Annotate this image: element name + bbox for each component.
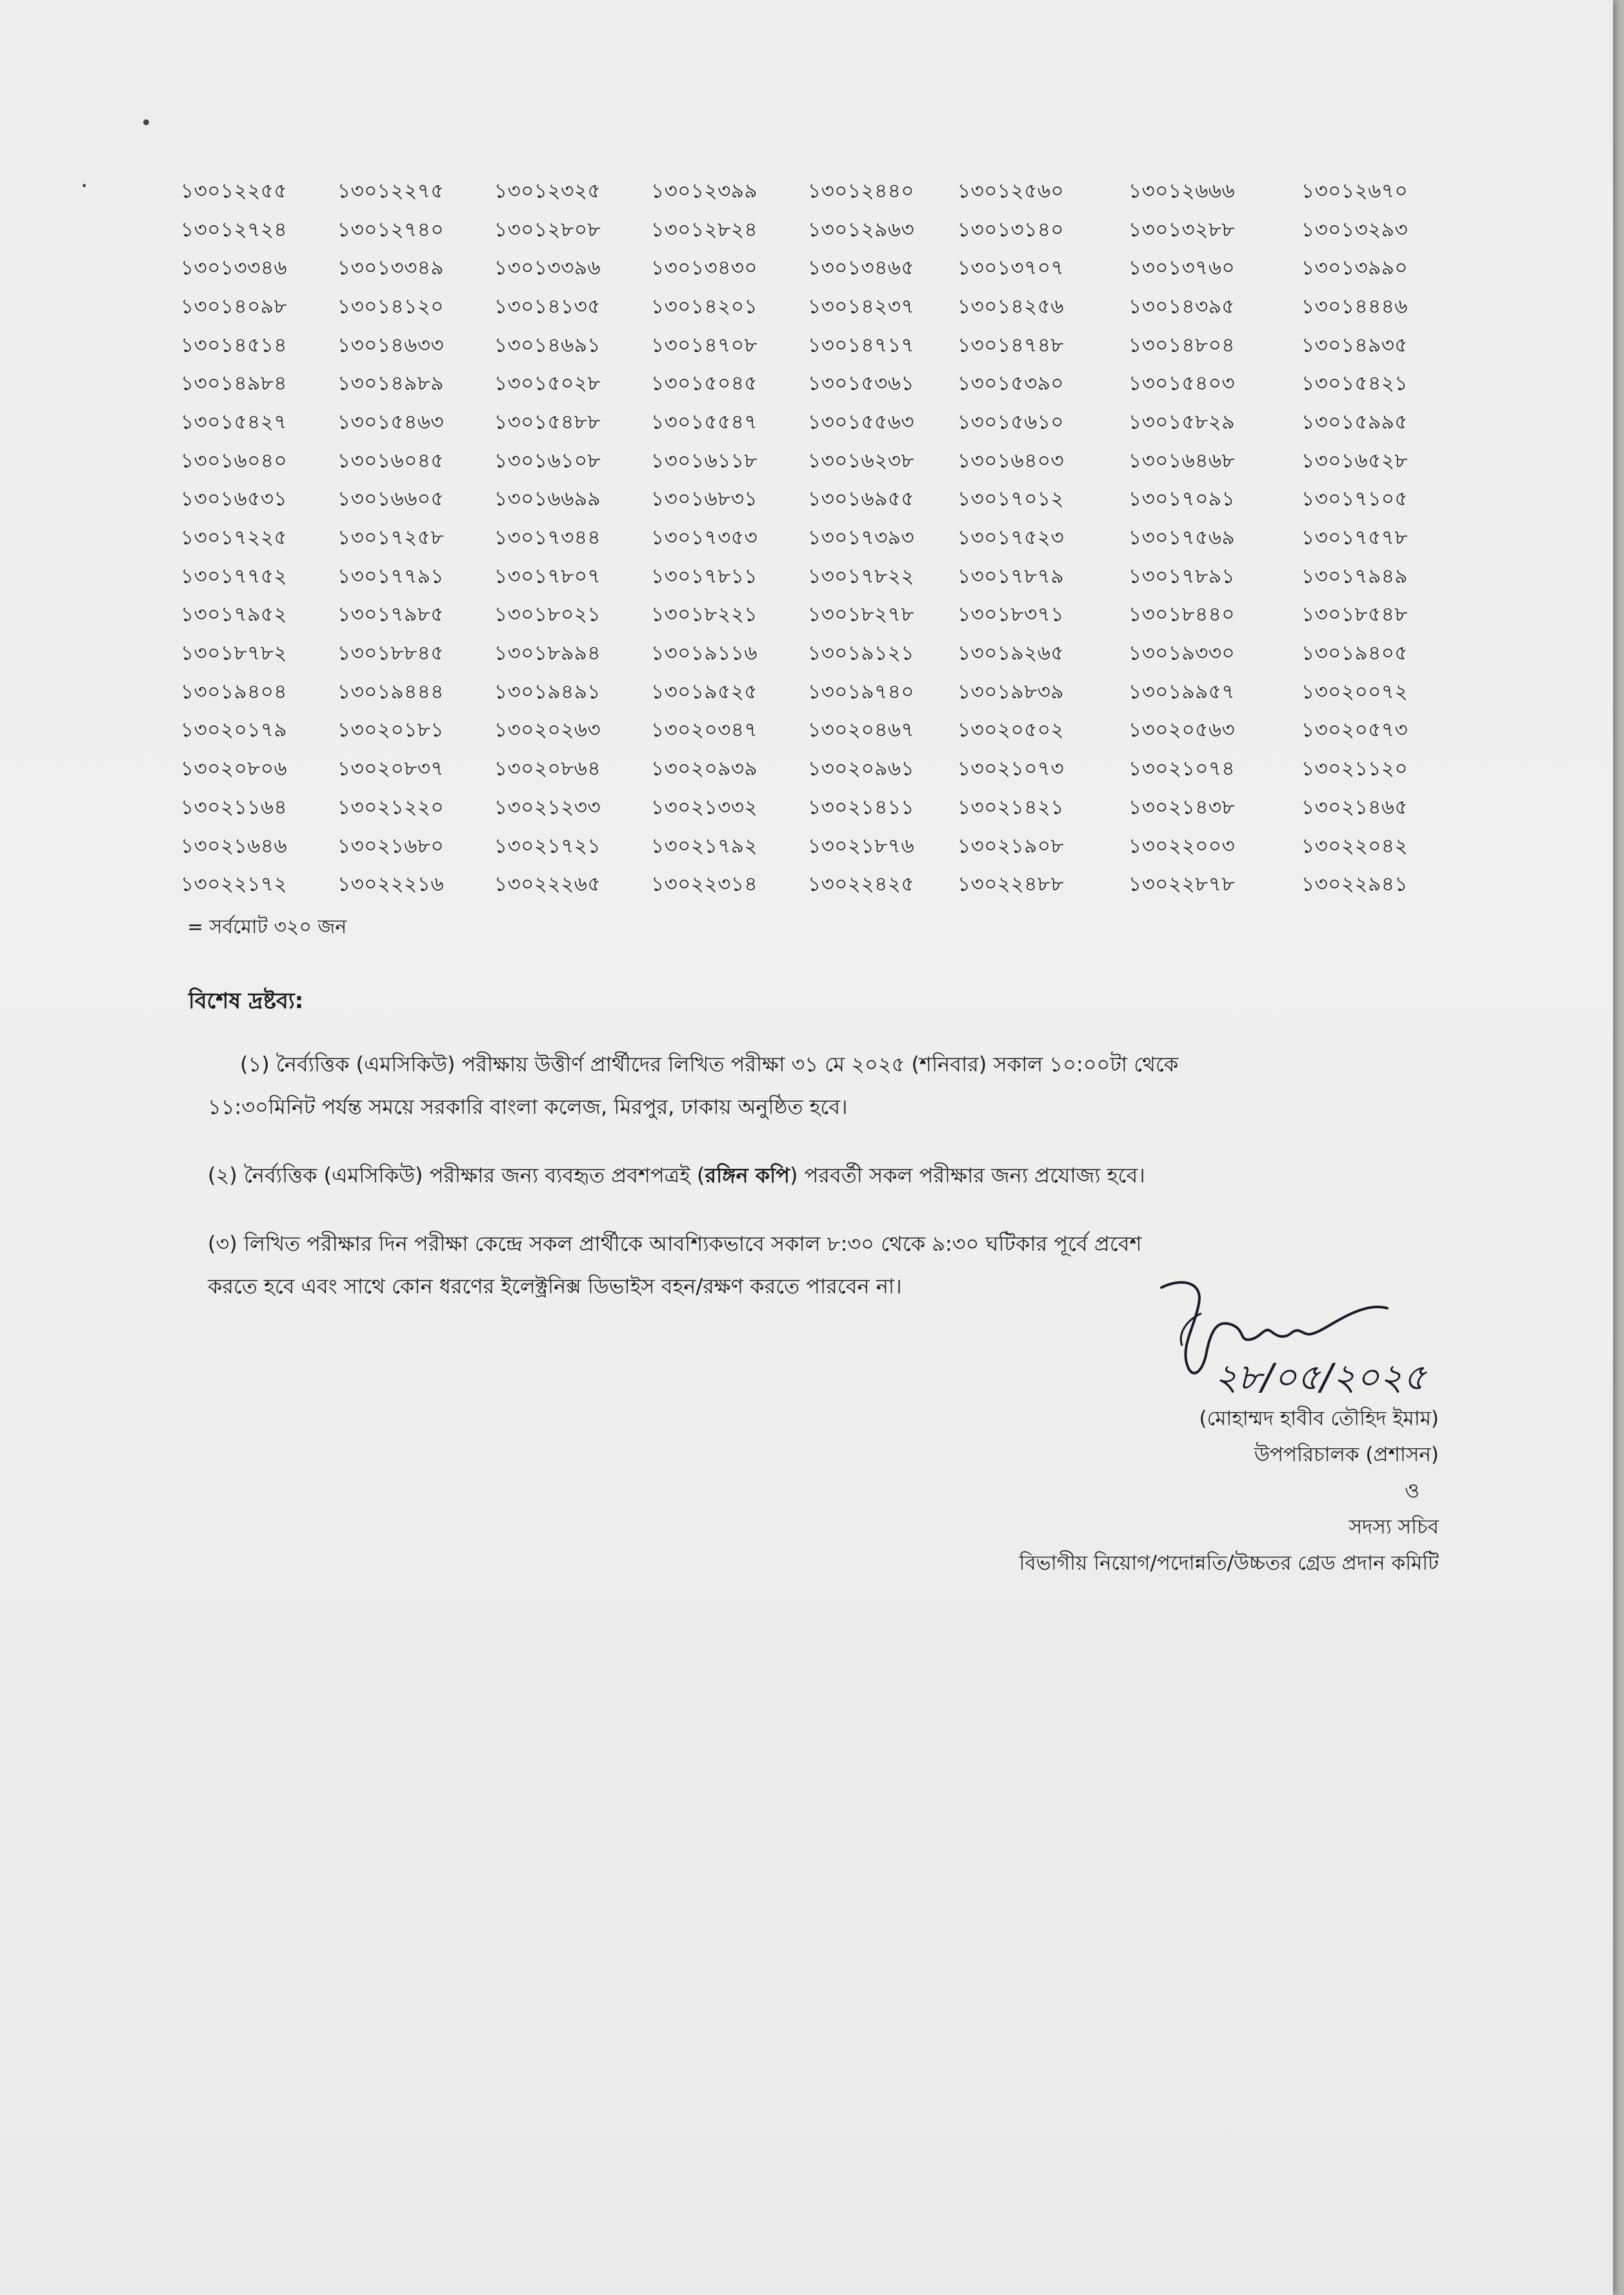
roll-number: ১৩০১৭১০৫ bbox=[1301, 487, 1408, 511]
note-line: (১) নৈর্ব্যত্তিক (এমসিকিউ) পরীক্ষায় উত্তীর্ণ প্রার্থীদের লিখিত পরীক্ষা ৩১ মে ২০২৫ (শনিবার) সকাল ১০:০০টা থেকে bbox=[240, 1052, 1179, 1077]
note-item bbox=[188, 1154, 1453, 1197]
roll-number: ১৩০২১৮৭৬ bbox=[808, 834, 915, 858]
roll-number: ১৩০১৬০৪০ bbox=[181, 449, 288, 472]
roll-number: ১৩০১৮৯৯৪ bbox=[494, 642, 601, 665]
roll-number: ১৩০১৫০২৮ bbox=[494, 372, 601, 396]
roll-number: ১৩০১৯১১৬ bbox=[651, 642, 758, 665]
table-row bbox=[181, 674, 1471, 713]
signatory-designation: উপপরিচালক (প্রশাসন) bbox=[1254, 1443, 1439, 1466]
roll-number: ১৩০২২৪২৫ bbox=[808, 873, 915, 896]
roll-number: ১৩০১৫৫৪৭ bbox=[651, 410, 758, 434]
note-emphasis: রঙ্গিন কপি bbox=[705, 1163, 790, 1188]
roll-number: ১৩০১৮২৭৮ bbox=[808, 603, 915, 627]
roll-number: ১৩০১৬০৪৫ bbox=[337, 449, 445, 472]
roll-number: ১৩০১৯৪০৫ bbox=[1301, 642, 1408, 665]
roll-number: ১৩০২১১২০ bbox=[1301, 757, 1408, 781]
roll-number: ১৩০২১০৭৪ bbox=[1128, 757, 1236, 781]
roll-number: ১৩০১৭০১২ bbox=[957, 487, 1065, 511]
signatory-role: সদস্য সচিব bbox=[1348, 1515, 1439, 1539]
roll-number: ১৩০১৫৮২৯ bbox=[1128, 410, 1236, 434]
roll-number: ১৩০২১২২০ bbox=[337, 795, 445, 819]
roll-number-table bbox=[181, 173, 1471, 905]
roll-number: ১৩০২১৯০৮ bbox=[957, 834, 1065, 858]
roll-number: ১৩০২১৪১১ bbox=[808, 795, 915, 819]
table-row bbox=[181, 866, 1471, 905]
table-row bbox=[181, 828, 1471, 867]
roll-number: ১৩০১৬৫৩১ bbox=[181, 487, 288, 511]
note-item bbox=[188, 1043, 1453, 1128]
roll-number: ১৩০২১৬৪৬ bbox=[181, 834, 288, 858]
roll-number: ১৩০২০৫৬৩ bbox=[1128, 718, 1236, 742]
roll-number: ১৩০১৪৬৩৩ bbox=[337, 333, 445, 357]
table-row bbox=[181, 173, 1471, 212]
roll-number: ১৩০২০২৬৩ bbox=[494, 718, 601, 742]
roll-number: ১৩০১৬৮৩১ bbox=[651, 487, 758, 511]
roll-number: ১৩০১৫৪০৩ bbox=[1128, 372, 1236, 396]
roll-number: ১৩০১৪৭০৮ bbox=[651, 333, 758, 357]
roll-number: ১৩০১৭২৫৮ bbox=[337, 526, 445, 550]
roll-number: ১৩০১৯৪০৪ bbox=[181, 680, 288, 703]
roll-number: ১৩০১৫৬১০ bbox=[957, 410, 1065, 434]
table-row bbox=[181, 481, 1471, 520]
roll-number: ১৩০১৬১১৮ bbox=[651, 449, 758, 472]
table-row bbox=[181, 751, 1471, 789]
roll-number: ১৩০১৫৪২১ bbox=[1301, 372, 1408, 396]
roll-number: ১৩০১৯৮৩৯ bbox=[957, 680, 1065, 703]
roll-number: ১৩০১৭৯৪৯ bbox=[1301, 564, 1408, 588]
table-row bbox=[181, 365, 1471, 404]
total-count: = সর্বমোট ৩২০ জন bbox=[187, 916, 347, 938]
roll-number: ১৩০২২৯৪১ bbox=[1301, 873, 1408, 896]
committee-name: বিভাগীয় নিয়োগ/পদোন্নতি/উচ্চতর গ্রেড প্রদান কমিটি bbox=[1019, 1552, 1439, 1575]
roll-number: ১৩০১৯১২১ bbox=[808, 642, 915, 665]
roll-number: ১৩০১৪২৩৭ bbox=[808, 294, 915, 318]
roll-number: ১৩০২০০৭২ bbox=[1301, 680, 1408, 703]
roll-number: ১৩০১৫৪২৭ bbox=[181, 410, 288, 434]
roll-number: ১৩০১৩৩৪৬ bbox=[181, 256, 288, 280]
roll-number: ১৩০১২২৭৫ bbox=[337, 179, 445, 203]
roll-number: ১৩০১৫৩৬১ bbox=[808, 372, 915, 396]
roll-number: ১৩০১৯৯৫৭ bbox=[1128, 680, 1236, 703]
roll-number: ১৩০১৬৯৫৫ bbox=[808, 487, 915, 511]
roll-number: ১৩০১৩৩৯৬ bbox=[494, 256, 601, 280]
roll-number: ১৩০১৫৪৬৩ bbox=[337, 410, 445, 434]
roll-number: ১৩০১৬৪০৩ bbox=[957, 449, 1065, 472]
note-text: ) পরবর্তী সকল পরীক্ষার জন্য প্রযোজ্য হবে। bbox=[790, 1163, 1145, 1188]
roll-number: ১৩০২১০৭৩ bbox=[957, 757, 1065, 781]
roll-number: ১৩০২০৮৬৪ bbox=[494, 757, 601, 781]
roll-number: ১৩০২০৫০২ bbox=[957, 718, 1065, 742]
roll-number: ১৩০১৪৭৪৮ bbox=[957, 333, 1065, 357]
notes-title: বিশেষ দ্রষ্টব্য: bbox=[188, 988, 304, 1014]
roll-number: ১৩০১৪৫১৪ bbox=[181, 333, 288, 357]
note-line: ১১:৩০মিনিট পর্যন্ত সময়ে সরকারি বাংলা কলেজ, মিরপুর, ঢাকায় অনুষ্ঠিত হবে। bbox=[208, 1095, 848, 1119]
roll-number: ১৩০১২৬৭০ bbox=[1301, 179, 1408, 203]
roll-number: ১৩০১৩৭৬০ bbox=[1128, 256, 1236, 280]
roll-number: ১৩০১৮৪৪০ bbox=[1128, 603, 1236, 627]
roll-number: ১৩০২০৪৬৭ bbox=[808, 718, 915, 742]
roll-number: ১৩০১৪০৯৮ bbox=[181, 294, 288, 318]
roll-number: ১৩০১৩১৪০ bbox=[957, 217, 1065, 241]
table-row bbox=[181, 443, 1471, 481]
roll-number: ১৩০১৯২৬৫ bbox=[957, 642, 1065, 665]
roll-number: ১৩০১৬৬০৫ bbox=[337, 487, 445, 511]
roll-number: ১৩০২২৮৭৮ bbox=[1128, 873, 1236, 896]
roll-number: ১৩০১৭৮৭৯ bbox=[957, 564, 1065, 588]
roll-number: ১৩০১২৩৯৯ bbox=[651, 179, 758, 203]
roll-number: ১৩০১৮৭৮২ bbox=[181, 642, 288, 665]
roll-number: ১৩০১৯৩৩০ bbox=[1128, 642, 1236, 665]
table-row bbox=[181, 789, 1471, 828]
roll-number: ১৩০২২৩১৪ bbox=[651, 873, 758, 896]
roll-number: ১৩০২১২৩৩ bbox=[494, 795, 601, 819]
roll-number: ১৩০২১১৬৪ bbox=[181, 795, 288, 819]
roll-number: ১৩০১৪৯৮৯ bbox=[337, 372, 445, 396]
roll-number: ১৩০১২৭৪০ bbox=[337, 217, 445, 241]
roll-number: ১৩০১৪২০১ bbox=[651, 294, 758, 318]
roll-number: ১৩০১৪২৫৬ bbox=[957, 294, 1065, 318]
conjunction-text: ও bbox=[1405, 1479, 1419, 1502]
roll-number: ১৩০১৭৫৭৮ bbox=[1301, 526, 1408, 550]
roll-number: ১৩০১৬২৩৮ bbox=[808, 449, 915, 472]
roll-number: ১৩০১৭৭৫২ bbox=[181, 564, 288, 588]
roll-number: ১৩০২২০০৩ bbox=[1128, 834, 1236, 858]
speck-mark bbox=[143, 119, 149, 125]
table-row bbox=[181, 288, 1471, 327]
roll-number: ১৩০১৭৮০৭ bbox=[494, 564, 601, 588]
table-row bbox=[181, 520, 1471, 558]
roll-number: ১৩০১৪৪৪৬ bbox=[1301, 294, 1408, 318]
roll-number: ১৩০২১৩৩২ bbox=[651, 795, 758, 819]
roll-number: ১৩০২০১৮১ bbox=[337, 718, 445, 742]
table-row bbox=[181, 327, 1471, 366]
roll-number: ১৩০১৭০৯১ bbox=[1128, 487, 1236, 511]
roll-number: ১৩০২১৪৩৮ bbox=[1128, 795, 1236, 819]
roll-number: ১৩০১৭৫২৩ bbox=[957, 526, 1065, 550]
roll-number: ১৩০১২৪৪০ bbox=[808, 179, 915, 203]
roll-number: ১৩০১৩২৮৮ bbox=[1128, 217, 1236, 241]
table-row bbox=[181, 558, 1471, 597]
note-line: করতে হবে এবং সাথে কোন ধরণের ইলেক্ট্রনিক্স ডিভাইস বহন/রক্ষণ করতে পারবেন না। bbox=[208, 1274, 902, 1299]
roll-number: ১৩০১৮৮৪৫ bbox=[337, 642, 445, 665]
roll-number: ১৩০২০৫৭৩ bbox=[1301, 718, 1408, 742]
roll-number: ১৩০১৭৩৫৩ bbox=[651, 526, 758, 550]
roll-number: ১৩০১৫৫৬৩ bbox=[808, 410, 915, 434]
roll-number: ১৩০১৩৭০৭ bbox=[957, 256, 1065, 280]
roll-number: ১৩০১৭৮২২ bbox=[808, 564, 915, 588]
roll-number: ১৩০১৪৮০৪ bbox=[1128, 333, 1236, 357]
roll-number: ১৩০২০১৭৯ bbox=[181, 718, 288, 742]
roll-number: ১৩০১৯৪৪৪ bbox=[337, 680, 445, 703]
signatory-name: (মোহাম্মদ হাবীব তৌহিদ ইমাম) bbox=[1199, 1407, 1439, 1430]
roll-number: ১৩০১২৫৬০ bbox=[957, 179, 1065, 203]
table-row bbox=[181, 713, 1471, 751]
roll-number: ১৩০২০৮০৬ bbox=[181, 757, 288, 781]
roll-number: ১৩০১৯৪৯১ bbox=[494, 680, 601, 703]
roll-number: ১৩০২১৭৯২ bbox=[651, 834, 758, 858]
roll-number: ১৩০১৭৫৬৯ bbox=[1128, 526, 1236, 550]
roll-number: ১৩০১৩৩৪৯ bbox=[337, 256, 445, 280]
note-line: (৩) লিখিত পরীক্ষার দিন পরীক্ষা কেন্দ্রে সকল প্রার্থীকে আবশ্যিকভাবে সকাল ৮:৩০ থেকে ৯:৩০ ঘটিকার পূর্বে প্রবেশ bbox=[208, 1231, 1142, 1256]
roll-number: ১৩০১৫৯৯৫ bbox=[1301, 410, 1408, 434]
roll-number: ১৩০২০৮৩৭ bbox=[337, 757, 445, 781]
roll-number: ১৩০১৬৬৯৯ bbox=[494, 487, 601, 511]
roll-number: ১৩০১৭৯৮৫ bbox=[337, 603, 445, 627]
roll-number: ১৩০১৭৮১১ bbox=[651, 564, 758, 588]
roll-number: ১৩০১৪১২০ bbox=[337, 294, 445, 318]
roll-number: ১৩০১৪৩৯৫ bbox=[1128, 294, 1236, 318]
roll-number: ১৩০২১৭২১ bbox=[494, 834, 601, 858]
roll-number: ১৩০১৪৯৮৪ bbox=[181, 372, 288, 396]
roll-number: ১৩০১৫৪৮৮ bbox=[494, 410, 601, 434]
roll-number: ১৩০১৭৩৯৩ bbox=[808, 526, 915, 550]
roll-number: ১৩০১২৩২৫ bbox=[494, 179, 601, 203]
roll-number: ১৩০১২৮২৪ bbox=[651, 217, 758, 241]
roll-number: ১৩০১৩৯৯০ bbox=[1301, 256, 1408, 280]
roll-number: ১৩০১৮৩৭১ bbox=[957, 603, 1065, 627]
handwritten-date: ২৮/০৫/২০২৫ bbox=[1214, 1357, 1427, 1399]
special-notes bbox=[188, 984, 1453, 1308]
roll-number: ১৩০১২২৫৫ bbox=[181, 179, 288, 203]
handwritten-signature bbox=[1142, 1275, 1439, 1404]
roll-number: ১৩০১৩৪৩০ bbox=[651, 256, 758, 280]
roll-number: ১৩০১২৭২৪ bbox=[181, 217, 288, 241]
table-row bbox=[181, 404, 1471, 443]
roll-number: ১৩০১২৯৬৩ bbox=[808, 217, 915, 241]
roll-number: ১৩০১৭৩৪৪ bbox=[494, 526, 601, 550]
roll-number: ১৩০২০৯৩৯ bbox=[651, 757, 758, 781]
roll-number: ১৩০১৪১৩৫ bbox=[494, 294, 601, 318]
roll-number: ১৩০১৪৭১৭ bbox=[808, 333, 915, 357]
table-row bbox=[181, 597, 1471, 636]
roll-number: ১৩০২০৩৪৭ bbox=[651, 718, 758, 742]
signatory-details bbox=[1019, 1400, 1439, 1581]
table-row bbox=[181, 635, 1471, 674]
roll-number: ১৩০১২৬৬৬ bbox=[1128, 179, 1236, 203]
roll-number: ১৩০১৪৬৯১ bbox=[494, 333, 601, 357]
roll-number: ১৩০২০৯৬১ bbox=[808, 757, 915, 781]
roll-number: ১৩০১৭৯৫২ bbox=[181, 603, 288, 627]
roll-number: ১৩০১৩২৯৩ bbox=[1301, 217, 1408, 241]
roll-number: ১৩০১৪৯৩৫ bbox=[1301, 333, 1408, 357]
roll-number: ১৩০২২৪৮৮ bbox=[957, 873, 1065, 896]
roll-number: ১৩০১৮০২১ bbox=[494, 603, 601, 627]
note-line bbox=[188, 1154, 1453, 1197]
roll-number: ১৩০২১৪২১ bbox=[957, 795, 1065, 819]
roll-number: ১৩০২২২১৬ bbox=[337, 873, 445, 896]
roll-number: ১৩০১৬৪৬৮ bbox=[1128, 449, 1236, 472]
roll-number: ১৩০১৬১০৮ bbox=[494, 449, 601, 472]
roll-number: ১৩০২২২৬৫ bbox=[494, 873, 601, 896]
roll-number: ১৩০১৫৩৯০ bbox=[957, 372, 1065, 396]
roll-number: ১৩০১৭৭৯১ bbox=[337, 564, 445, 588]
roll-number: ১৩০২২০৪২ bbox=[1301, 834, 1408, 858]
roll-number: ১৩০১৮৫৪৮ bbox=[1301, 603, 1408, 627]
roll-number: ১৩০১৫০৪৫ bbox=[651, 372, 758, 396]
roll-number: ১৩০২২১৭২ bbox=[181, 873, 288, 896]
roll-number: ১৩০১৯৭৪০ bbox=[808, 680, 915, 703]
table-row bbox=[181, 212, 1471, 250]
roll-number: ১৩০২১৪৬৫ bbox=[1301, 795, 1408, 819]
roll-number: ১৩০১৯৫২৫ bbox=[651, 680, 758, 703]
note-text: (২) নৈর্ব্যত্তিক (এমসিকিউ) পরীক্ষার জন্য ব্যবহৃত প্রবশপত্রই ( bbox=[208, 1163, 705, 1188]
roll-number: ১৩০১৭৮৯১ bbox=[1128, 564, 1236, 588]
roll-number: ১৩০১৭২২৫ bbox=[181, 526, 288, 550]
roll-number: ১৩০১৮২২১ bbox=[651, 603, 758, 627]
roll-number: ১৩০১৩৪৬৫ bbox=[808, 256, 915, 280]
speck-mark bbox=[83, 184, 86, 187]
roll-number: ১৩০১২৮০৮ bbox=[494, 217, 601, 241]
roll-number: ১৩০২১৬৮০ bbox=[337, 834, 445, 858]
roll-number: ১৩০১৬৫২৮ bbox=[1301, 449, 1408, 472]
table-row bbox=[181, 250, 1471, 288]
